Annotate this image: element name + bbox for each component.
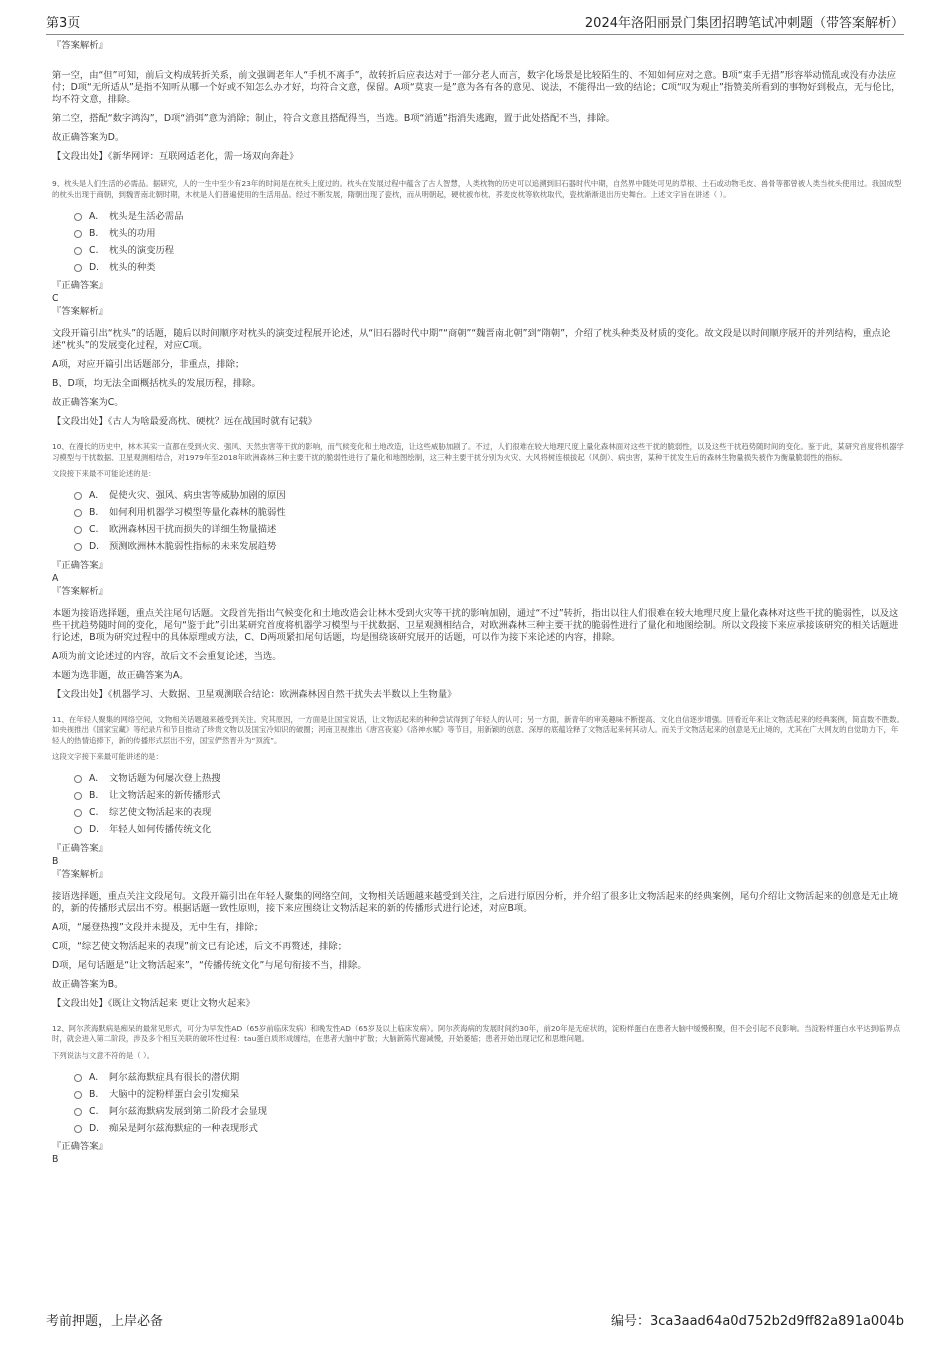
analysis-conclusion: 故正确答案为B。: [52, 978, 124, 990]
option-text: 痴呆是阿尔兹海默症的一种表现形式: [109, 1122, 258, 1134]
option-letter: B.: [89, 507, 99, 518]
radio-icon[interactable]: [74, 1125, 82, 1133]
option-c[interactable]: [74, 242, 904, 259]
option-text: 枕头的演变历程: [109, 244, 175, 256]
option-letter: C.: [89, 524, 99, 535]
question-11: [52, 715, 904, 1010]
radio-icon[interactable]: [74, 543, 82, 551]
option-letter: D.: [89, 261, 100, 273]
analysis-conclusion: 故正确答案为D。: [52, 132, 125, 143]
option-letter: A.: [89, 210, 99, 222]
option-letter: A.: [89, 773, 99, 784]
source-citation: 【文段出处】《新华网评：互联网适老化，需一场双向奔赴》: [52, 151, 299, 162]
analysis-label: 『答案解析』: [52, 306, 108, 317]
option-letter: C.: [89, 807, 99, 818]
options-list: [74, 488, 904, 556]
option-letter: C.: [89, 1105, 99, 1117]
analysis-paragraph: B、D项，均无法全面概括枕头的发展历程，排除。: [52, 378, 261, 389]
radio-icon[interactable]: [74, 1091, 82, 1099]
option-text: 综艺使文物活起来的表现: [109, 807, 212, 818]
option-a[interactable]: [74, 1069, 904, 1086]
answer-value: A: [52, 572, 59, 584]
answer-value: C: [52, 293, 59, 304]
radio-icon[interactable]: [74, 492, 82, 500]
option-letter: A.: [89, 1071, 99, 1083]
option-c[interactable]: [74, 1103, 904, 1120]
analysis-conclusion: 本题为选非题，故正确答案为A。: [52, 669, 189, 681]
option-letter: D.: [89, 1122, 100, 1134]
source-citation: 【文段出处】《古人为啥最爱高枕、硬枕？远在战国时就有记载》: [52, 416, 317, 427]
analysis-paragraph: 文段开篇引出“枕头”的话题，随后以时间顺序对枕头的演变过程展开论述，从“旧石器时代中期”“商朝”“魏晋南北朝”到“隋朝”，介绍了枕头种类及材质的变化。故文段是以时间顺序展开的并列结构，重点论述“枕头”的发展变化过程，对应C项。: [52, 328, 891, 351]
answer-label: 『正确答案』: [52, 842, 108, 854]
option-text: 预测欧洲林木脆弱性指标的未来发展趋势: [109, 541, 277, 552]
option-text: 阿尔兹海默病发展到第二阶段才会显现: [109, 1105, 268, 1117]
radio-icon[interactable]: [74, 775, 82, 783]
option-text: 阿尔兹海默症具有很长的潜伏期: [109, 1071, 240, 1083]
option-b[interactable]: [74, 505, 904, 522]
option-text: 枕头的种类: [109, 261, 156, 273]
question-stem: 11、在年轻人聚集的网络空间，文物相关话题越来越受到关注。究其原因，一方面是让国宝说话，让文物活起来的种种尝试得到了年轻人的认可；另一方面，新青年的审美趣味不断提高、文化自信逐步增强。回看近年来让文物活起来的经典案例，简直数不胜数。如央视推出《国家宝藏》等纪录片和节目推动了珍贵文物以及国宝冷知识的破圈；河南卫视推出《唐宫夜宴》《洛神水赋》等节目，用新颖的创意、深厚的底蕴诠释了文物活起来何其动人。而关于文物活起来的创意是无止境的，尤其在广大网友的自觉助力下，年轻人的热情追捧下，新的传播形式层出不穷，国宝俨然晋升为“顶流”。: [52, 714, 904, 745]
analysis-paragraph: 第一空，由“但”可知，前后文构成转折关系，前文强调老年人“手机不离手”，故转折后应表达对于一部分老人而言，数字化场景是比较陌生的、不知如何应对之意。B项“束手无措”形容举动慌乱或没有办法应付；D项“无所适从”是指不知听从哪一个好或不知怎么办才好，均符合文意，保留。A项“莫衷一是”意为各有各的意见、说法，不能得出一致的结论；C项“叹为观止”指赞美所看到的事物好到极点，无与伦比，均不符文意，排除。: [52, 70, 901, 105]
analysis-paragraph: A项，对应开篇引出话题部分，非重点，排除；: [52, 359, 245, 370]
option-letter: D.: [89, 541, 100, 552]
radio-icon[interactable]: [74, 1074, 82, 1082]
option-letter: B.: [89, 227, 99, 239]
analysis-paragraph: 第二空，搭配“数字鸿沟”，D项“消弭”意为消除；制止，符合文意且搭配得当，当选。B项“消遁”指消失逃跑，置于此处搭配不当，排除。: [52, 113, 616, 124]
radio-icon[interactable]: [74, 264, 82, 272]
option-letter: B.: [89, 1088, 99, 1100]
analysis-paragraph: D项，尾句话题是“让文物活起来”，“传播传统文化”与尾句衔接不当，排除。: [52, 959, 367, 971]
option-d[interactable]: [74, 822, 904, 839]
radio-icon[interactable]: [74, 792, 82, 800]
analysis-paragraph: 接语选择题，重点关注文段尾句。文段开篇引出在年轻人聚集的网络空间，文物相关话题越来越受到关注，之后进行原因分析，并介绍了很多让文物活起来的经典案例，尾句介绍让文物活起来的创意是无止境的，新的传播形式层出不穷。根据话题一致性原则，接下来应围绕让文物活起来的新的传播形式进行论述，对应B项。: [52, 890, 899, 914]
option-text: 如何利用机器学习模型等量化森林的脆弱性: [109, 507, 286, 518]
option-letter: B.: [89, 790, 99, 801]
question-stem: 12、阿尔茨海默病是痴呆的最常见形式，可分为早发性AD（65岁前临床发病）和晚发性AD（65岁及以上临床发病）。阿尔茨海病的发展时间约30年，前20年是无症状的，淀粉样蛋白在患者大脑中缓慢积聚，但不会引起不良影响。当淀粉样蛋白水平达到临界点时，就会进入第二阶段，涉及多个相互关联的破坏性过程：tau蛋白质形成缠结，在患者大脑中扩散；大脑新陈代谢减慢，开始萎缩；患者开始出现记忆和思维问题。: [52, 1023, 901, 1043]
option-letter: D.: [89, 824, 100, 835]
answer-value: B: [52, 1154, 59, 1165]
analysis-paragraph: A项，“屡登热搜”文段并未提及，无中生有，排除；: [52, 921, 264, 933]
analysis-label: 『答案解析』: [52, 585, 108, 597]
option-d[interactable]: [74, 1120, 904, 1137]
analysis-paragraph: A项为前文论述过的内容，故后文不会重复论述，当选。: [52, 650, 282, 662]
radio-icon[interactable]: [74, 1108, 82, 1116]
source-citation: 【文段出处】《既让文物活起来 更让文物火起来》: [52, 997, 255, 1009]
page-number: 第3页: [46, 16, 81, 31]
question-10: [52, 442, 904, 701]
option-b[interactable]: [74, 225, 904, 242]
radio-icon[interactable]: [74, 213, 82, 221]
analysis-paragraph: C项，“综艺使文物活起来的表现”前文已有论述，后文不再赘述，排除；: [52, 940, 348, 952]
option-text: 年轻人如何传播传统文化: [109, 824, 212, 835]
answer-label: 『正确答案』: [52, 280, 108, 291]
option-text: 文物话题为何屡次登上热搜: [109, 773, 221, 784]
analysis-label: 『答案解析』: [52, 40, 108, 51]
radio-icon[interactable]: [74, 230, 82, 238]
option-b[interactable]: [74, 1086, 904, 1103]
option-text: 让文物活起来的新传播形式: [109, 790, 221, 801]
option-d[interactable]: [74, 539, 904, 556]
footer-slogan: 考前押题，上岸必备: [46, 1314, 164, 1329]
radio-icon[interactable]: [74, 809, 82, 817]
document-title: 2024年洛阳丽景门集团招聘笔试冲刺题（带答案解析）: [584, 16, 904, 31]
option-letter: C.: [89, 244, 99, 256]
options-list: [74, 771, 904, 839]
page-header: [46, 12, 904, 35]
question-prompt: 下列说法与文意不符的是（ ）。: [52, 1050, 155, 1060]
option-d[interactable]: [74, 259, 904, 276]
radio-icon[interactable]: [74, 247, 82, 255]
answer-label: 『正确答案』: [52, 559, 108, 571]
question-12: [52, 1024, 904, 1167]
option-letter: A.: [89, 490, 99, 501]
source-citation: 【文段出处】《机器学习、大数据、卫星观测联合结论：欧洲森林因自然干扰失去半数以上生物量》: [52, 688, 457, 700]
question-prompt: 这段文字接下来最可能讲述的是：: [52, 752, 163, 761]
option-text: 欧洲森林因干扰而损失的详细生物量描述: [109, 524, 277, 535]
option-text: 促使火灾、强风、病虫害等威胁加剧的原因: [109, 490, 286, 501]
answer-value: B: [52, 855, 59, 867]
option-a[interactable]: [74, 488, 904, 505]
option-text: 枕头的功用: [109, 227, 156, 239]
radio-icon[interactable]: [74, 526, 82, 534]
option-b[interactable]: [74, 788, 904, 805]
document-id: 编号：3ca3aad64a0d752b2d9ff82a891a004b: [610, 1314, 904, 1329]
option-c[interactable]: [74, 805, 904, 822]
options-list: [74, 208, 904, 276]
question-stem: 10、在漫长的历史中，林木其实一直都在受到火灾、强风、天然虫害等干扰的影响，而气候变化和土地改造，让这些威胁加剧了。不过，人们很难在较大地理尺度上量化森林面对这些干扰的脆弱性，以及这些干扰趋势随时间的变化。鉴于此，某研究首度将机器学习模型与干扰数据、卫星观测相结合，对1979年至2018年欧洲森林三种主要干扰的脆弱性进行了量化和地图绘制，这三种主要干扰分别为火灾、大风将树连根拔起（风倒）、病虫害，某种干扰发生后的森林生物量损失被作为衡量脆弱性的指标。: [52, 442, 904, 462]
option-text: 枕头是生活必需品: [109, 210, 184, 222]
option-text: 大脑中的淀粉样蛋白会引发痴呆: [109, 1088, 240, 1100]
options-list: [74, 1069, 904, 1137]
page-footer: [46, 1310, 904, 1329]
analysis-paragraph: 本题为接语选择题，重点关注尾句话题。文段首先指出气候变化和土地改造会让林木受到火灾等干扰的影响加剧，通过“不过”转折，指出以往人们很难在较大地理尺度上量化森林对这些干扰的脆弱性，以及这些干扰趋势随时间的变化，尾句“鉴于此”引出某研究首度将机器学习模型与干扰数据、卫星观测相结合，对欧洲森林三种主要干扰的脆弱性进行了量化和地图绘制。所以文段接下来应承接该研究的相关话题进行论述，B项为研究过程中的具体原理或方法，C、D两项紧扣尾句话题，均是围绕该研究展开的话题，可以作为接下来论述的内容，排除。: [52, 607, 899, 643]
analysis-conclusion: 故正确答案为C。: [52, 397, 124, 408]
option-c[interactable]: [74, 522, 904, 539]
page-content: [52, 40, 904, 1167]
analysis-label: 『答案解析』: [52, 868, 108, 880]
question-9: [52, 179, 904, 428]
radio-icon[interactable]: [74, 509, 82, 517]
option-a[interactable]: [74, 771, 904, 788]
question-prompt: 文段接下来最不可能论述的是：: [52, 469, 156, 478]
radio-icon[interactable]: [74, 826, 82, 834]
answer-label: 『正确答案』: [52, 1141, 108, 1152]
question-stem: 9、枕头是人们生活的必需品。据研究，人的一生中至少有23年的时间是在枕头上度过的。枕头在发展过程中蕴含了古人智慧，人类枕物的历史可以追溯到旧石器时代中期，自然界中随处可见的草根、土石或动物毛皮、兽骨等都曾被人类当枕头使用过。我国成型的枕头出现于商朝，到魏晋南北朝时期，木枕是人们普遍使用的生活用品。经过不断发展，隋朝出现了瓷枕，而从明朝起，硬枕被布枕、荞麦皮枕等软枕取代，瓷枕渐渐退出历史舞台。上述文字旨在讲述（ ）。: [52, 179, 902, 199]
option-a[interactable]: [74, 208, 904, 225]
